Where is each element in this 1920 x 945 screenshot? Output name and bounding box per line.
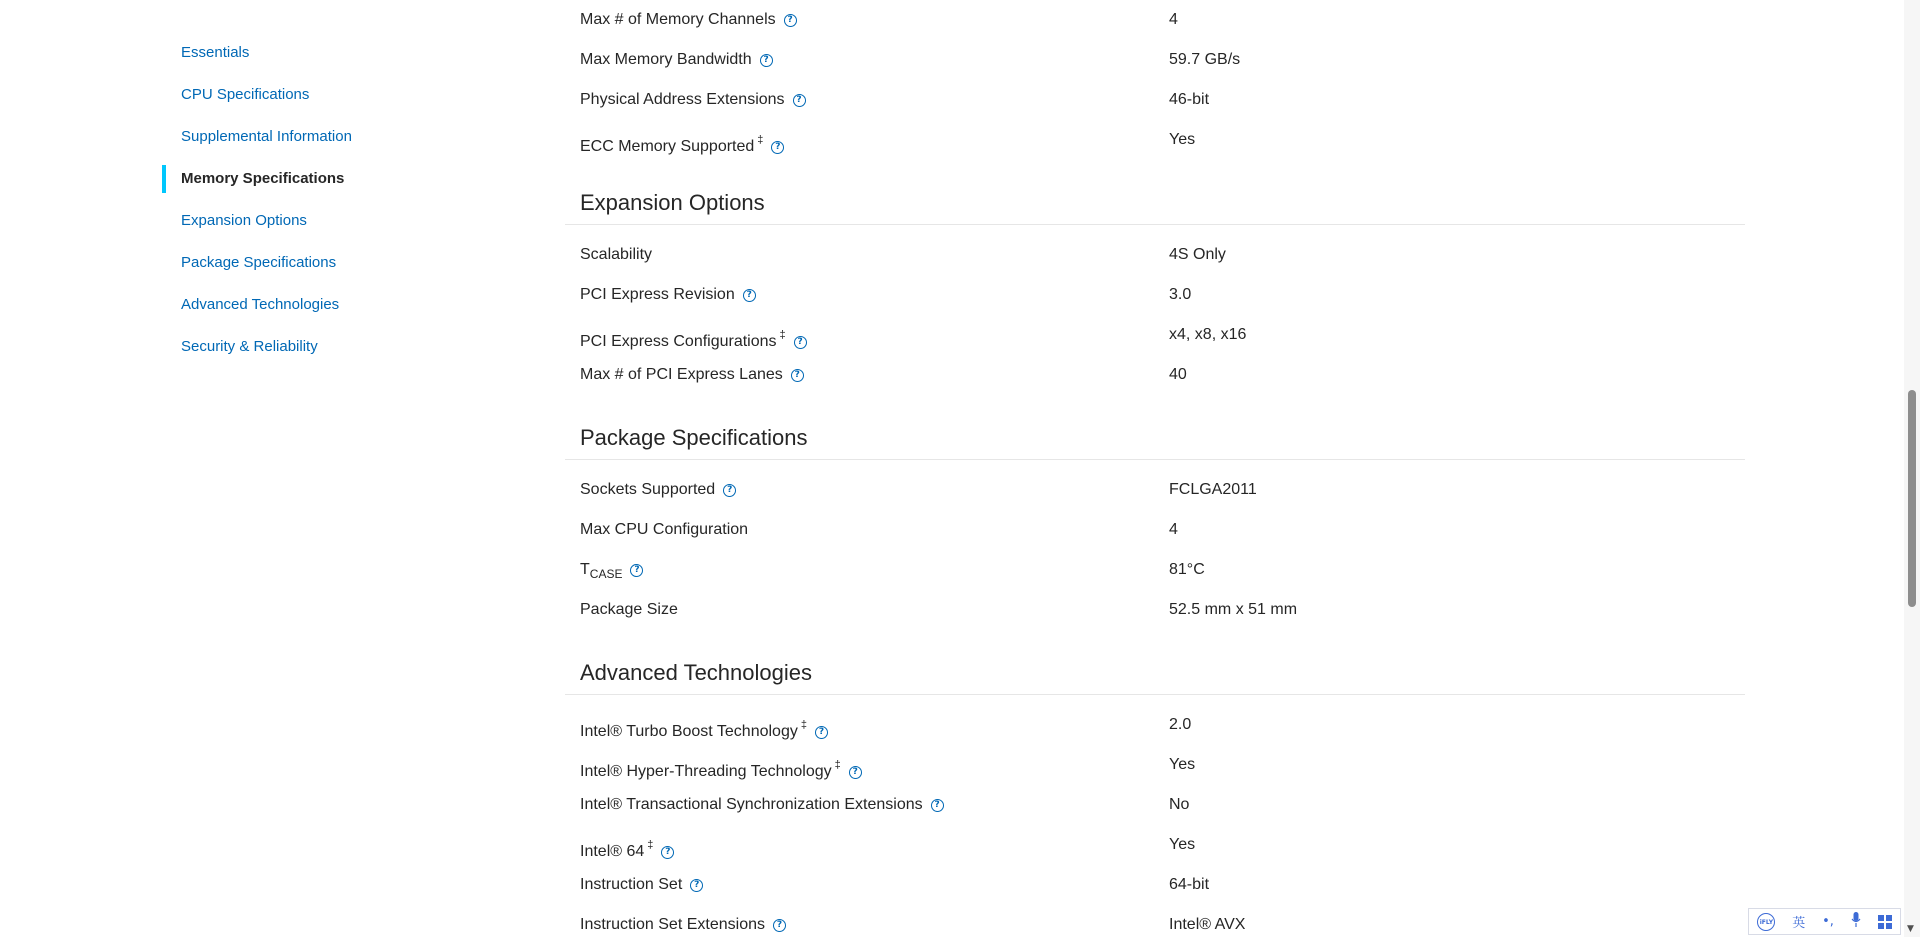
spec-row — [565, 355, 1745, 395]
sidebar-item-essentials[interactable]: Essentials — [181, 44, 250, 61]
spec-label — [580, 80, 806, 120]
grid-icon[interactable] — [1878, 915, 1892, 929]
spec-label-text: Max # of PCI Express Lanes — [580, 366, 783, 383]
dagger-footnote-mark: ‡ — [834, 759, 841, 771]
spec-row — [565, 275, 1745, 315]
spec-label — [580, 355, 804, 395]
spec-row — [565, 315, 1745, 355]
help-tooltip-icon[interactable]: ? — [791, 369, 804, 382]
spec-content — [565, 0, 1745, 945]
help-tooltip-icon[interactable]: ? — [690, 879, 703, 892]
spec-value: 52.5 mm x 51 mm — [1169, 601, 1298, 618]
spec-label — [580, 235, 652, 275]
spec-value: 4S Only — [1169, 246, 1226, 263]
spec-row — [565, 550, 1745, 590]
spec-value: 81°C — [1169, 561, 1205, 578]
spec-row — [565, 785, 1745, 825]
spec-value: 59.7 GB/s — [1169, 51, 1241, 68]
spec-label — [580, 785, 944, 825]
spec-label — [580, 40, 773, 80]
sidebar-item-security-reliability[interactable]: Security & Reliability — [181, 338, 318, 355]
help-tooltip-icon[interactable]: ? — [931, 799, 944, 812]
spec-label-text: Sockets Supported — [580, 481, 716, 498]
spec-label-text: Physical Address Extensions — [580, 91, 785, 108]
sidebar-nav — [162, 32, 462, 368]
spec-row — [565, 470, 1745, 510]
spec-label-text: T — [580, 561, 590, 578]
spec-value: Yes — [1169, 836, 1196, 853]
help-tooltip-icon[interactable]: ? — [661, 846, 674, 859]
spec-value: Yes — [1169, 131, 1196, 148]
spec-label-text: PCI Express Configurations — [580, 333, 777, 350]
section-title: Package Specifications — [565, 407, 1745, 460]
advanced-technologies-section — [565, 642, 1745, 945]
expansion-options-section — [565, 172, 1745, 395]
help-tooltip-icon[interactable]: ? — [743, 289, 756, 302]
spec-value: x4, x8, x16 — [1169, 326, 1247, 343]
spec-label — [580, 865, 703, 905]
spec-value: FCLGA2011 — [1169, 481, 1257, 498]
help-tooltip-icon[interactable]: ? — [784, 14, 797, 27]
section-title: Expansion Options — [565, 172, 1745, 225]
scrollbar-thumb[interactable] — [1908, 390, 1916, 607]
spec-label-text: Max Memory Bandwidth — [580, 51, 752, 68]
spec-row — [565, 905, 1745, 945]
spec-row — [565, 0, 1745, 40]
spec-row — [565, 825, 1745, 865]
spec-label — [580, 0, 797, 40]
dagger-footnote-mark: ‡ — [647, 839, 654, 851]
spec-row — [565, 510, 1745, 550]
section-title: Advanced Technologies — [565, 642, 1745, 695]
spec-value: 64-bit — [1169, 876, 1210, 893]
spec-label-text: Max # of Memory Channels — [580, 11, 776, 28]
spec-row — [565, 40, 1745, 80]
help-tooltip-icon[interactable]: ? — [630, 564, 643, 577]
spec-label-text: Package Size — [580, 601, 678, 618]
spec-label-text: Intel® Transactional Synchronization Extensions — [580, 796, 923, 813]
help-tooltip-icon[interactable]: ? — [773, 919, 786, 932]
vertical-scrollbar[interactable] — [1904, 0, 1920, 937]
help-tooltip-icon[interactable]: ? — [815, 726, 828, 739]
spec-label-text: PCI Express Revision — [580, 286, 735, 303]
spec-row — [565, 120, 1745, 160]
spec-label-text: Max CPU Configuration — [580, 521, 749, 538]
spec-value: 3.0 — [1169, 286, 1192, 303]
spec-row — [565, 235, 1745, 275]
package-specifications-section — [565, 407, 1745, 630]
spec-value: 40 — [1169, 366, 1187, 383]
spec-label-text: Instruction Set — [580, 876, 683, 893]
spec-value: 46-bit — [1169, 91, 1210, 108]
spec-value: 2.0 — [1169, 716, 1192, 733]
microphone-icon[interactable] — [1851, 912, 1861, 931]
spec-label-text: Intel® 64 — [580, 843, 645, 860]
spec-row — [565, 590, 1745, 630]
spec-label-text: Intel® Hyper-Threading Technology — [580, 763, 832, 780]
dagger-footnote-mark: ‡ — [779, 329, 786, 341]
spec-label-text: Scalability — [580, 246, 653, 263]
help-tooltip-icon[interactable]: ? — [849, 766, 862, 779]
spec-label-text: Instruction Set Extensions — [580, 916, 765, 933]
spec-label — [580, 470, 736, 510]
spec-label — [580, 120, 784, 167]
spec-row — [565, 745, 1745, 785]
spec-label — [580, 275, 756, 315]
spec-label — [580, 510, 748, 550]
spec-label — [580, 550, 643, 594]
sidebar-item-advanced-technologies[interactable]: Advanced Technologies — [181, 296, 340, 313]
spec-row — [565, 80, 1745, 120]
scroll-down-arrow-icon[interactable]: ▼ — [1907, 924, 1914, 934]
ime-toolbar — [1748, 908, 1901, 935]
spec-label-subscript: CASE — [589, 567, 623, 581]
memory-specifications-section — [565, 0, 1745, 160]
spec-label — [580, 590, 678, 630]
help-tooltip-icon[interactable]: ? — [771, 141, 784, 154]
spec-row — [565, 705, 1745, 745]
dagger-footnote-mark: ‡ — [757, 134, 764, 146]
spec-value: Intel® AVX — [1169, 916, 1246, 933]
spec-value: 4 — [1169, 11, 1178, 28]
ime-language-toggle[interactable]: 英 — [1792, 916, 1806, 931]
help-tooltip-icon[interactable]: ? — [760, 54, 773, 67]
spec-value: Yes — [1169, 756, 1196, 773]
help-tooltip-icon[interactable]: ? — [793, 94, 806, 107]
ime-punctuation-icon[interactable]: •, — [1822, 914, 1834, 929]
sidebar-item-supplemental-information[interactable]: Supplemental Information — [181, 128, 352, 145]
help-tooltip-icon[interactable]: ? — [723, 484, 736, 497]
dagger-footnote-mark: ‡ — [800, 719, 807, 731]
spec-label — [580, 905, 786, 945]
sidebar-item-package-specifications[interactable]: Package Specifications — [181, 254, 337, 271]
sidebar-item-cpu-specifications[interactable]: CPU Specifications — [181, 86, 310, 103]
ime-logo-icon[interactable]: iFLY — [1757, 913, 1775, 931]
sidebar-item-expansion-options[interactable]: Expansion Options — [181, 212, 307, 229]
help-tooltip-icon[interactable]: ? — [794, 336, 807, 349]
spec-label-text: Intel® Turbo Boost Technology — [580, 723, 798, 740]
spec-row — [565, 865, 1745, 905]
spec-value: No — [1169, 796, 1190, 813]
spec-value: 4 — [1169, 521, 1178, 538]
sidebar-item-memory-specifications[interactable]: Memory Specifications — [162, 158, 462, 200]
spec-label-text: ECC Memory Supported — [580, 138, 755, 155]
